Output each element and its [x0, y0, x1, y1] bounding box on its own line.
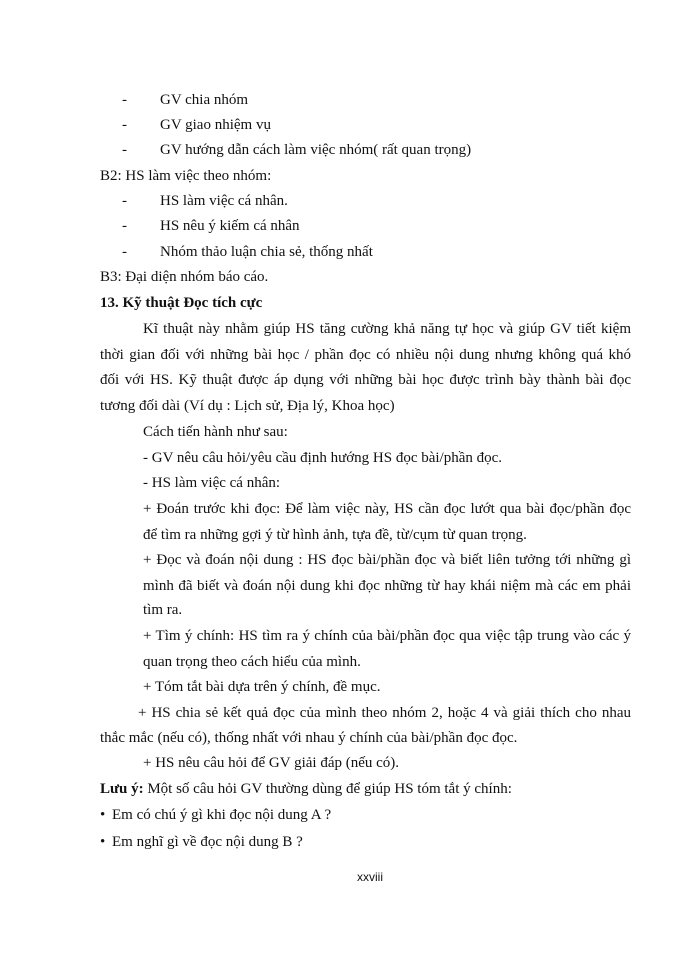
note-label: Lưu ý: — [100, 781, 144, 797]
dash-list-item — [122, 90, 249, 110]
line-text: - HS làm việc cá nhân: — [143, 475, 281, 491]
line-text: để tìm ra những gợi ý từ hình ảnh, tựa đề, từ/cụm từ quan trọng. — [143, 527, 527, 543]
line-text: + Tìm ý chính: HS tìm ra ý chính của bài/phần đọc qua việc tập trung vào các ý — [143, 628, 631, 644]
page-number: xxviii — [357, 870, 383, 884]
line-text: GV hướng dẫn cách làm việc nhóm( rất quan trọng) — [160, 142, 472, 158]
dash-list-item — [122, 242, 373, 262]
paragraph-line — [100, 396, 395, 416]
paragraph-line — [143, 652, 361, 672]
bullet-text: Em nghĩ gì về đọc nội dung B ? — [112, 834, 303, 850]
bullet-icon: • — [100, 807, 106, 823]
bullet-icon: • — [100, 834, 106, 850]
paragraph-line — [100, 345, 631, 365]
dash-marker: - — [122, 142, 127, 158]
line-text: tìm ra. — [143, 602, 183, 618]
paragraph-line — [100, 370, 631, 390]
paragraph-line — [143, 448, 502, 468]
line-text: Kĩ thuật này nhằm giúp HS tăng cường khả năng tự học và giúp GV tiết kiệm — [143, 321, 631, 337]
paragraph-line — [100, 267, 268, 287]
dash-marker: - — [122, 117, 127, 133]
paragraph-line — [143, 753, 399, 773]
paragraph-line — [143, 576, 631, 596]
paragraph-line — [100, 166, 271, 186]
line-text: mình đã biết và đoán nội dung khi đọc những từ hay khái niệm mà các em phải — [143, 578, 631, 594]
paragraph-line — [143, 550, 631, 570]
dash-list-item — [122, 191, 288, 211]
dash-list-item — [122, 216, 300, 236]
bullet-text: Em có chú ý gì khi đọc nội dung A ? — [112, 807, 332, 823]
line-text: + Đoán trước khi đọc: Để làm việc này, HS cần đọc lướt qua bài đọc/phần đọc — [143, 501, 631, 517]
bullet-item — [100, 832, 303, 852]
line-text: + HS nêu câu hỏi để GV giải đáp (nếu có). — [143, 755, 400, 771]
paragraph-line — [143, 422, 288, 442]
line-text: Nhóm thảo luận chia sẻ, thống nhất — [160, 244, 373, 260]
line-text: + Tóm tắt bài dựa trên ý chính, đề mục. — [143, 679, 381, 695]
paragraph-line — [138, 703, 631, 723]
paragraph-line — [143, 626, 631, 646]
dash-marker: - — [122, 244, 127, 260]
note-text: Một số câu hỏi GV thường dùng để giúp HS tóm tắt ý chính: — [143, 781, 512, 797]
line-text: thời gian đối với những bài học / phần đọc có nhiều nội dung nhưng không quá khó — [100, 347, 631, 363]
dash-list-item — [122, 115, 271, 135]
line-text: HS nêu ý kiếm cá nhân — [160, 218, 300, 234]
note-line — [100, 779, 512, 799]
paragraph-line — [143, 525, 527, 545]
line-text: tương đối dài (Ví dụ : Lịch sử, Địa lý, Khoa học) — [100, 398, 395, 414]
section-heading — [100, 293, 262, 313]
paragraph-line — [143, 473, 280, 493]
paragraph-line — [143, 677, 381, 697]
line-text: + Đọc và đoán nội dung : HS đọc bài/phần đọc và biết liên tưởng tới những gì — [143, 552, 631, 568]
dash-marker: - — [122, 218, 127, 234]
dash-marker: - — [122, 92, 127, 108]
line-text: GV giao nhiệm vụ — [160, 117, 271, 133]
paragraph-line — [143, 319, 631, 339]
line-text: B3: Đại diện nhóm báo cáo. — [100, 269, 269, 285]
paragraph-line — [100, 728, 517, 748]
line-text: thắc mắc (nếu có), thống nhất với nhau ý chính của bài/phần đọc đọc. — [100, 730, 518, 746]
line-text: + HS chia sẻ kết quả đọc của mình theo nhóm 2, hoặc 4 và giải thích cho nhau — [138, 705, 631, 721]
line-text: đối với HS. Kỹ thuật được áp dụng với những bài học được trình bày thành bài đọc — [100, 372, 631, 388]
line-text: HS làm việc cá nhân. — [160, 193, 288, 209]
line-text: 13. Kỹ thuật Đọc tích cực — [100, 295, 263, 311]
line-text: B2: HS làm việc theo nhóm: — [100, 168, 272, 184]
dash-marker: - — [122, 193, 127, 209]
line-text: - GV nêu câu hỏi/yêu cầu định hướng HS đọc bài/phần đọc. — [143, 450, 503, 466]
line-text: quan trọng theo cách hiểu của mình. — [143, 654, 361, 670]
paragraph-line — [143, 499, 631, 519]
paragraph-line — [143, 600, 182, 620]
dash-list-item — [122, 140, 472, 160]
bullet-item — [100, 805, 331, 825]
line-text: Cách tiến hành như sau: — [143, 424, 288, 440]
line-text: GV chia nhóm — [160, 92, 249, 108]
